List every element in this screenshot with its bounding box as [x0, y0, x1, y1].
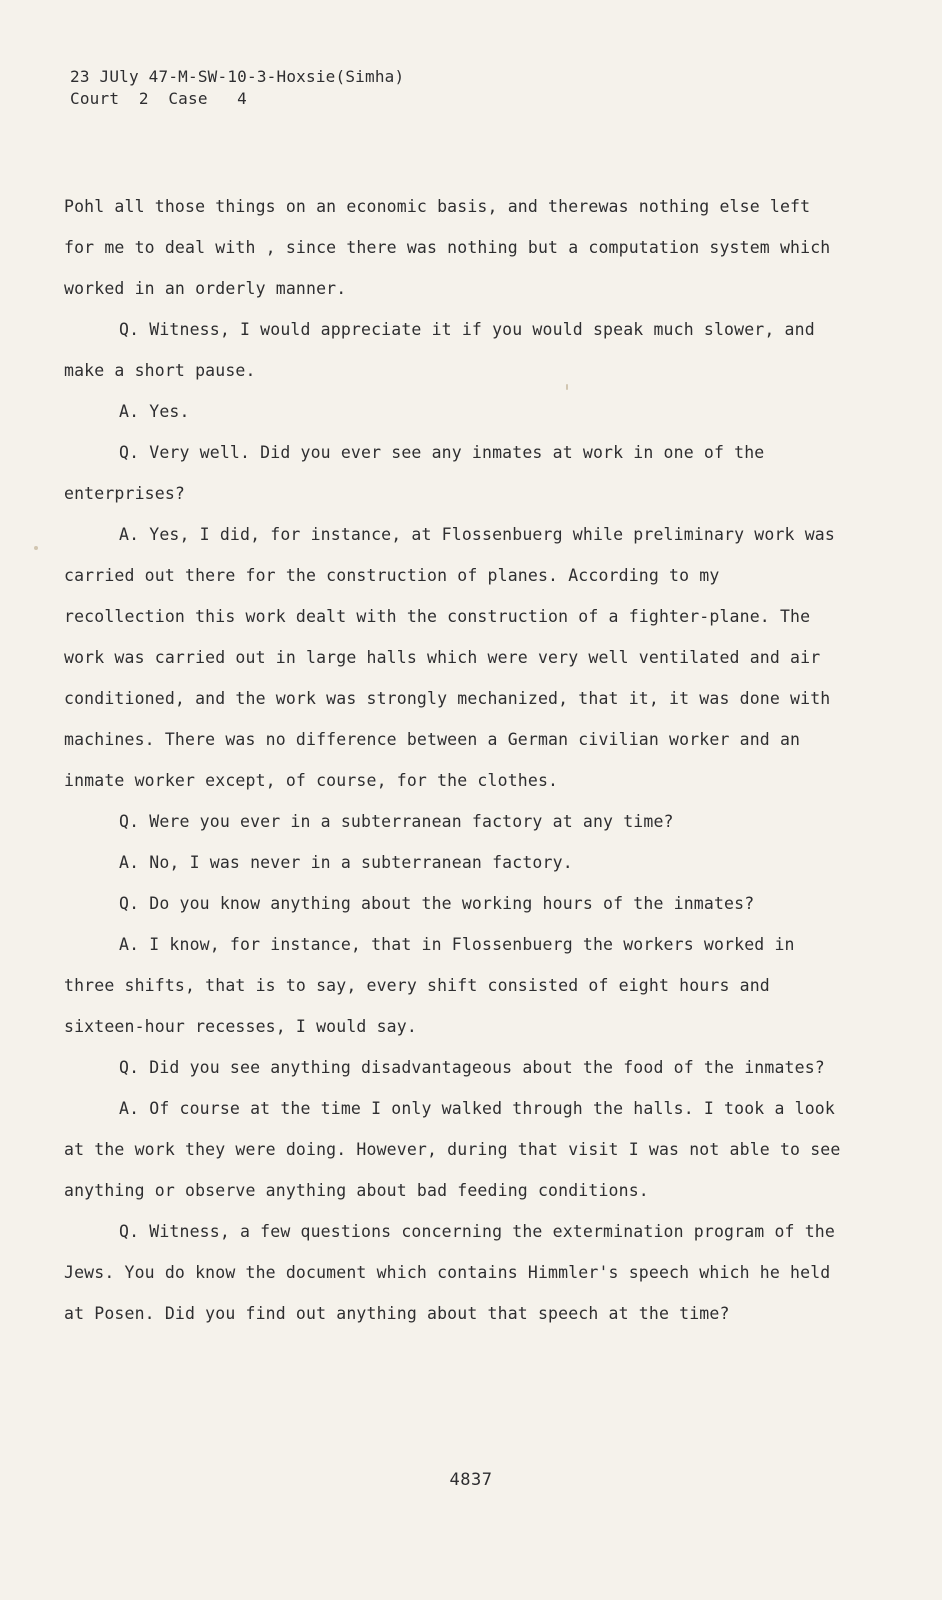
paper-speck — [34, 546, 38, 550]
paper-speck — [566, 384, 568, 390]
transcript-paragraph: A. Yes. — [119, 402, 190, 421]
transcript-body — [64, 186, 844, 1334]
transcript-paragraph: Q. Very well. Did you ever see any inmates at work in one of the enterprises? — [64, 443, 765, 503]
header-reference-line: 23 JUly 47-M-SW-10-3-Hoxsie(Simha) — [70, 67, 405, 86]
transcript-paragraph: Q. Do you know anything about the working hours of the inmates? — [119, 894, 755, 913]
transcript-paragraph: Q. Were you ever in a subterranean factory at any time? — [119, 812, 674, 831]
transcript-paragraph: Q. Did you see anything disadvantageous about the food of the inmates? — [119, 1058, 825, 1077]
header-court-line: Court 2 Case 4 — [70, 89, 247, 108]
transcript-paragraph: A. Of course at the time I only walked through the halls. I took a look at the work they were doing. However, during that visit I was not able to see anything or observe anything about bad feeding conditions. — [64, 1099, 841, 1200]
transcript-paragraph: Q. Witness, I would appreciate it if you would speak much slower, and make a short pause. — [64, 320, 815, 380]
transcript-paragraph: Pohl all those things on an economic basis, and therewas nothing else left for me to deal with , since there was nothing but a computation system which worked in an orderly manner. — [64, 197, 831, 298]
page-number: 4837 — [449, 1470, 493, 1490]
transcript-paragraph: Q. Witness, a few questions concerning the extermination program of the Jews. You do know the document which contains Himmler's speech which he held at Posen. Did you find out anything about that speech at the time? — [64, 1222, 835, 1323]
transcript-paragraph: A. I know, for instance, that in Flossenbuerg the workers worked in three shifts, that is to say, every shift consisted of eight hours and sixteen-hour recesses, I would say. — [64, 935, 795, 1036]
transcript-paragraph: A. Yes, I did, for instance, at Flossenbuerg while preliminary work was carried out there for the construction of planes. According to my recollection this work dealt with the construction of a fighter-plane. The work was carried out in large halls which were very well ventilated and air conditioned, and the work was strongly mechanized, that it, it was done with machines. There was no difference between a German civilian worker and an inmate worker except, of course, for the clothes. — [64, 525, 835, 790]
transcript-paragraph: A. No, I was never in a subterranean factory. — [119, 853, 573, 872]
document-header — [70, 66, 404, 110]
